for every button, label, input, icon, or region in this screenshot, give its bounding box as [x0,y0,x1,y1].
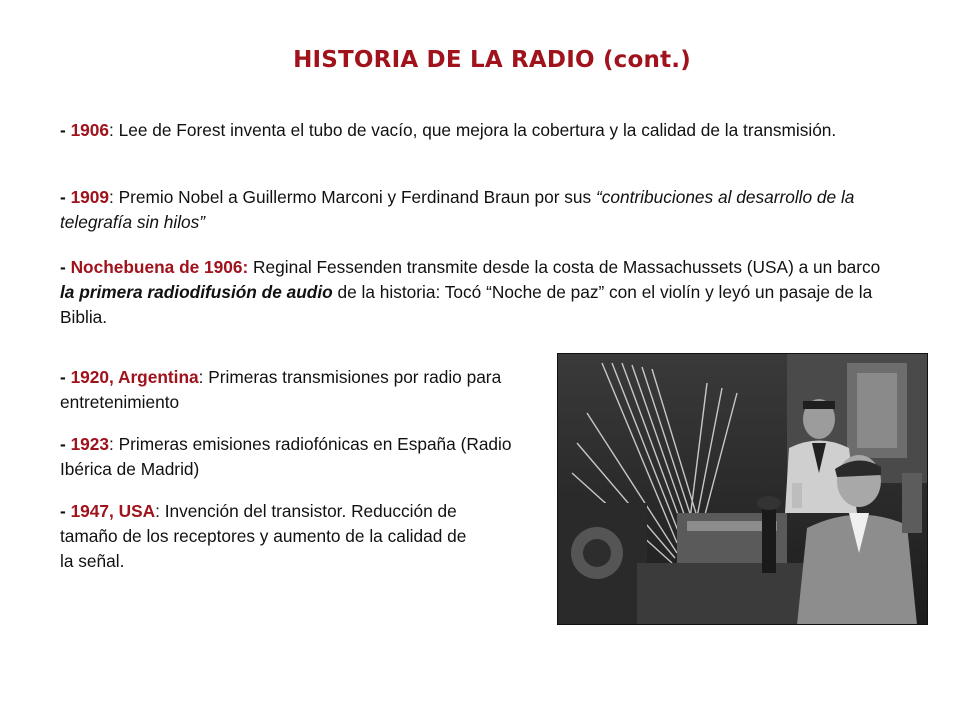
item-text: de la historia: Tocó “Noche de paz” con el violín y leyó un pasaje de la Biblia. [60,282,873,327]
item-year: 1906 [70,120,110,140]
item-sep: : [198,367,204,387]
item-text: Primeras transmisiones por radio para entretenimiento [60,367,502,412]
item-text: Premio Nobel a Guillermo Marconi y Ferdinand Braun por sus [113,187,596,207]
item-1909 [60,185,890,235]
item-1906 [60,118,890,143]
item-sep: : [155,501,160,521]
item-sep: : [109,434,114,454]
item-dash: - [60,120,71,140]
item-dash: - [60,434,71,454]
slide-title: HISTORIA DE LA RADIO (cont.) [293,47,691,73]
item-year: 1923 [70,434,110,454]
item-year: Nochebuena de 1906: [70,257,249,277]
item-text: Reginal Fessenden transmite desde la costa de Massachussets (USA) a un barco [248,257,881,277]
item-1923 [60,432,530,482]
item-dash: - [60,187,71,207]
item-sep: : [109,187,114,207]
item-year: 1920, Argentina [70,367,199,387]
historic-radio-photo [557,353,928,625]
item-dash: - [60,367,71,387]
item-dash: - [60,257,71,277]
radio-operators-illustration [557,353,928,625]
item-year: 1947, USA [70,501,156,521]
item-text: Lee de Forest inventa el tubo de vacío, que mejora la cobertura y la calidad de la transmisión. [113,120,837,140]
item-text: Invención del transistor. Reducción de tamaño de los receptores y aumento de la calidad de la señal. [60,501,467,571]
item-text: Primeras emisiones radiofónicas en España (Radio Ibérica de Madrid) [60,434,512,479]
item-quote: “contribuciones al desarrollo de la telegrafía sin hilos” [60,187,855,232]
item-1920 [60,365,530,415]
item-sep: : [109,120,114,140]
item-year: 1909 [70,187,110,207]
item-emphasis: la primera radiodifusión de audio [60,282,333,302]
item-dash: - [60,501,71,521]
item-nochebuena-1906 [60,255,890,330]
item-1947 [60,499,480,574]
